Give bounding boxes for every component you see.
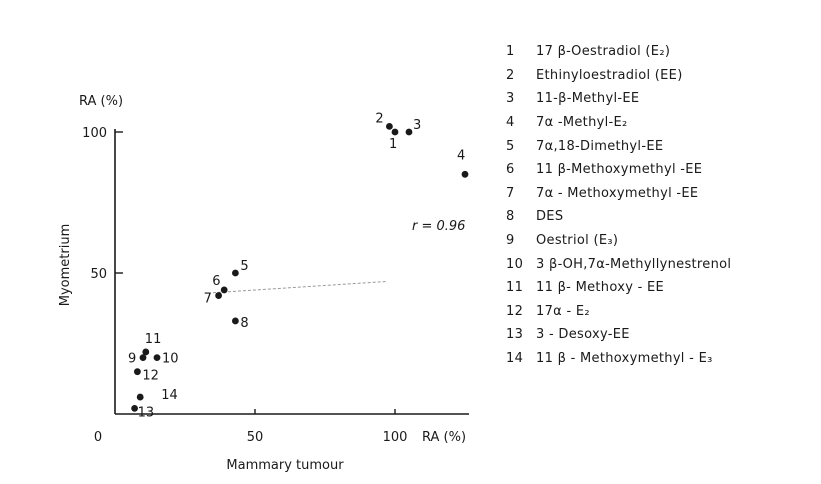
legend-item-name: 7α,18-Dimethyl-EE (536, 138, 664, 154)
data-point-14 (137, 394, 144, 401)
data-point-12 (134, 368, 141, 375)
legend-item-name: Ethinyloestradiol (EE) (536, 67, 683, 83)
legend-item-number: 14 (506, 351, 524, 367)
x-axis-unit-label: RA (%) (422, 430, 467, 445)
chart-axes (115, 129, 469, 414)
legend-item-name: Oestriol (E₃) (536, 233, 619, 249)
point-label-12: 12 (142, 368, 159, 384)
legend-item (506, 111, 816, 135)
legend-item-number: 11 (506, 280, 524, 296)
data-point-6 (221, 287, 228, 294)
point-label-5: 5 (240, 259, 249, 274)
compound-legend (506, 40, 816, 370)
legend-item-number: 8 (506, 209, 515, 225)
point-label-7: 7 (203, 291, 212, 307)
legend-item-number: 5 (506, 138, 515, 154)
legend-item-number: 13 (506, 327, 524, 343)
y-axis-label: Myometrium (58, 223, 73, 307)
legend-item (506, 347, 816, 371)
y-tick-label: 100 (82, 126, 107, 141)
legend-item (506, 252, 816, 276)
legend-item (506, 229, 816, 253)
legend-item-name: 11 β-Methoxymethyl -EE (536, 162, 703, 178)
legend-item-number: 3 (506, 91, 515, 107)
legend-item-name: 3 β-OH,7α-Methyllynestrenol (536, 256, 732, 272)
x-tick-label: 100 (382, 430, 408, 445)
point-label-14: 14 (161, 388, 178, 404)
chart-ticks (82, 126, 407, 445)
point-label-2: 2 (375, 111, 384, 127)
legend-item (506, 300, 816, 324)
x-axis-label: Mammary tumour (226, 458, 344, 473)
data-point-8 (232, 318, 239, 325)
point-label-9: 9 (128, 351, 137, 367)
legend-item-number: 12 (506, 303, 524, 319)
data-point-10 (154, 354, 161, 361)
legend-item-name: 7α - Methoxymethyl -EE (536, 185, 699, 201)
legend-item-number: 7 (506, 185, 515, 201)
point-label-10: 10 (162, 351, 179, 367)
data-point-2 (386, 123, 393, 130)
correlation-annotation: r = 0.96 (412, 219, 466, 234)
legend-item-name: 17 β-Oestradiol (E₂) (536, 44, 671, 60)
point-label-6: 6 (212, 273, 221, 289)
data-point-5 (232, 270, 239, 277)
legend-item (506, 87, 816, 111)
point-label-4: 4 (457, 148, 466, 164)
legend-item (506, 276, 816, 300)
legend-item (506, 205, 816, 229)
legend-item-name: 17α - E₂ (536, 303, 590, 319)
y-tick-label: 50 (90, 267, 107, 282)
legend-item-name: 3 - Desoxy-EE (536, 327, 630, 343)
point-label-13: 13 (137, 405, 155, 421)
data-point-11 (142, 349, 149, 356)
point-label-8: 8 (240, 315, 249, 331)
data-point-4 (462, 171, 469, 178)
x-tick-label: 50 (246, 430, 264, 445)
data-point-1 (392, 129, 399, 136)
legend-item-number: 6 (506, 162, 515, 178)
legend-item-number: 9 (506, 233, 515, 249)
legend-item-name: 11-β-Methyl-EE (536, 91, 640, 107)
legend-item-number: 10 (506, 256, 524, 272)
legend-item (506, 64, 816, 88)
x-tick-label: 0 (93, 430, 103, 445)
data-point-7 (215, 292, 222, 299)
legend-item-name: 11 β- Methoxy - EE (536, 280, 665, 296)
legend-item-number: 2 (506, 67, 515, 83)
legend-item (506, 134, 816, 158)
legend-item (506, 158, 816, 182)
legend-item (506, 182, 816, 206)
point-label-1: 1 (389, 137, 398, 152)
chart-point-labels (128, 111, 465, 420)
legend-item (506, 323, 816, 347)
chart-points (131, 123, 468, 412)
legend-item-name: 7α -Methyl-E₂ (536, 115, 628, 131)
legend-item-number: 1 (506, 44, 515, 60)
data-point-3 (406, 129, 413, 136)
y-axis-unit-label: RA (%) (79, 94, 124, 109)
legend-item (506, 40, 816, 64)
legend-item-name: DES (536, 209, 564, 225)
point-label-3: 3 (413, 118, 422, 133)
point-label-11: 11 (144, 331, 162, 347)
legend-item-name: 11 β - Methoxymethyl - E₃ (536, 351, 713, 367)
faint-trace-line (213, 281, 387, 292)
legend-item-number: 4 (506, 115, 515, 131)
